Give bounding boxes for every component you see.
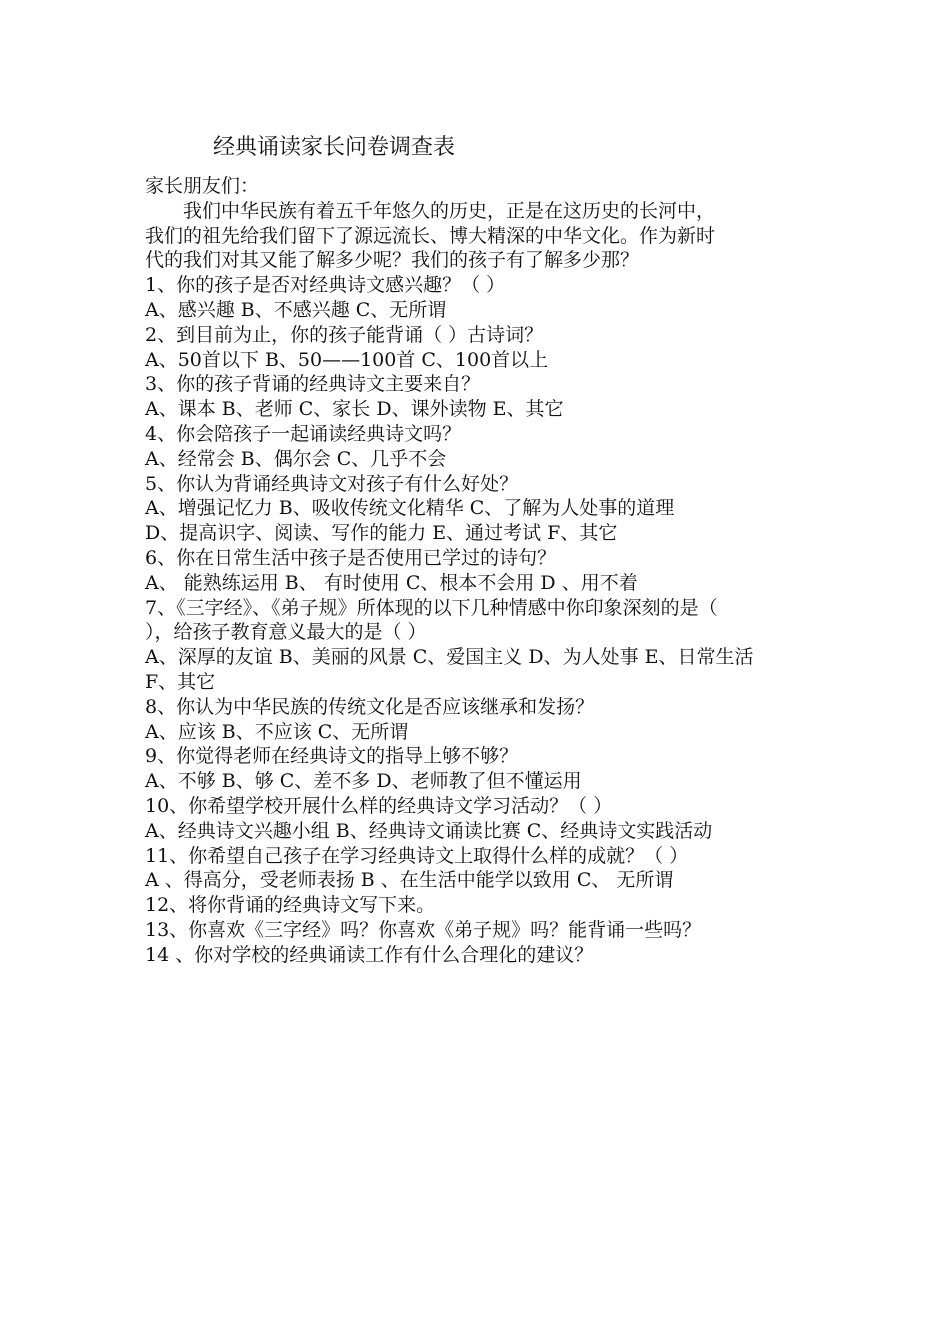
question-8: 8、你认为中华民族的传统文化是否应该继承和发扬？ [145, 695, 595, 718]
options-6: A、 能熟练运用 B、 有时使用 C、根本不会用 D 、用不着 [145, 571, 638, 594]
question-7: 7、《三字经》、《弟子规》所体现的以下几种情感中你印象深刻的是（ [145, 596, 718, 619]
document-title: 经典诵读家长问卷调查表 [213, 135, 456, 160]
options-1: A、感兴趣 B、不感兴趣 C、无所谓 [145, 298, 447, 321]
intro-line: 我们的祖先给我们留下了源远流长、博大精深的中华文化。作为新时 [145, 224, 716, 247]
options-4: A、经常会 B、偶尔会 C、几乎不会 [145, 447, 447, 470]
options-7: F、其它 [145, 670, 216, 693]
intro-line: 代的我们对其又能了解多少呢？我们的孩子有了解多少那？ [145, 249, 640, 272]
options-5: A、增强记忆力 B、吸收传统文化精华 C、了解为人处事的道理 [145, 497, 675, 520]
question-5: 5、你认为背诵经典诗文对孩子有什么好处？ [145, 472, 519, 495]
question-2: 2、到目前为止，你的孩子能背诵（ ）古诗词？ [145, 323, 544, 346]
intro-line: 我们中华民族有着五千年悠久的历史，正是在这历史的长河中， [183, 199, 716, 222]
options-5: D、提高识字、阅读、写作的能力 E、通过考试 F、其它 [145, 522, 618, 545]
question-3: 3、你的孩子背诵的经典诗文主要来自？ [145, 373, 481, 396]
question-11: 11、你希望自己孩子在学习经典诗文上取得什么样的成就？（ ） [145, 844, 689, 867]
question-12: 12、将你背诵的经典诗文写下来。 [145, 894, 436, 917]
question-9: 9、你觉得老师在经典诗文的指导上够不够？ [145, 745, 519, 768]
salutation: 家长朋友们： [145, 175, 260, 197]
questionnaire-body [145, 174, 815, 968]
options-2: A、50首以下 B、50——100首 C、100首以上 [145, 348, 549, 371]
options-9: A、不够 B、够 C、差不多 D、老师教了但不懂运用 [145, 770, 582, 793]
question-6: 6、你在日常生活中孩子是否使用已学过的诗句？ [145, 546, 557, 569]
question-13: 13、你喜欢《三字经》吗？你喜欢《弟子规》吗？能背诵一些吗？ [145, 918, 702, 941]
question-10: 10、你希望学校开展什么样的经典诗文学习活动？（ ） [145, 794, 613, 817]
options-3: A、课本 B、老师 C、家长 D、课外读物 E、其它 [145, 398, 564, 421]
question-1: 1、你的孩子是否对经典诗文感兴趣？（ ） [145, 274, 506, 297]
question-4: 4、你会陪孩子一起诵读经典诗文吗？ [145, 422, 462, 445]
question-7: ），给孩子教育意义最大的是（ ） [145, 621, 427, 644]
options-10: A、经典诗文兴趣小组 B、经典诗文诵读比赛 C、经典诗文实践活动 [145, 819, 713, 842]
options-11: A 、得高分，受老师表扬 B 、在生活中能学以致用 C、 无所谓 [145, 869, 674, 892]
options-7: A、深厚的友谊 B、美丽的风景 C、爱国主义 D、为人处事 E、日常生活 [145, 646, 754, 669]
options-8: A、应该 B、不应该 C、无所谓 [145, 720, 409, 743]
question-14: 14 、你对学校的经典诵读工作有什么合理化的建议？ [145, 943, 594, 966]
